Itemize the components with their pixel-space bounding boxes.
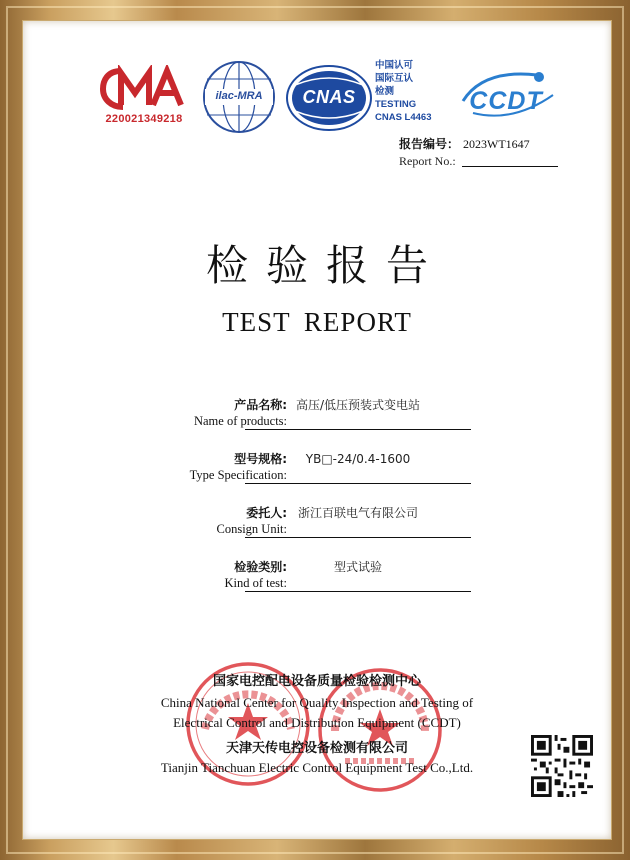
footer-org1-en-line1: China National Center for Quality Inspection and Testing of [160,695,474,710]
qr-code-icon [531,735,593,797]
field-value: 型式试验 [333,560,382,574]
cma-logo [99,65,189,129]
field-product-name [83,397,483,437]
field-type-specification [83,451,483,491]
title-chinese: 检验报告 [205,241,446,290]
field-underline [245,537,471,538]
report-number-label-en: Report No.: [399,154,456,168]
ccdt-text: CCDT [469,87,543,115]
report-number-label-cn: 报告编号： [399,137,460,151]
report-number [399,135,589,169]
field-underline [245,483,471,484]
cnas-line: CNAS L4463 [375,112,432,123]
field-value: 浙江百联电气有限公司 [297,506,418,520]
cnas-text: CNAS [302,87,356,107]
cnas-line: 中国认可 [375,60,414,71]
cma-number: 220021349218 [105,113,183,125]
field-consign-unit [83,505,483,545]
field-label-cn: 委托人: [246,506,287,520]
field-label-en: Consign Unit: [216,522,287,536]
ilac-mra-logo [201,59,277,135]
footer-org1-en-line2: Electrical Control and Distribution Equipment (CCDT) [173,715,461,730]
ccdt-logo [453,65,559,127]
cnas-line: 检测 [375,86,395,97]
field-value: YB□-24/0.4-1600 [305,452,411,466]
cnas-logo [285,63,373,133]
cnas-accreditation-text [375,59,465,124]
field-label-cn: 型号规格: [234,452,287,466]
field-value: 高压/低压预装式变电站 [295,398,421,412]
cnas-line: TESTING [375,99,417,110]
field-kind-of-test [83,559,483,599]
cnas-line: 国际互认 [375,73,414,84]
footer-org1-cn: 国家电控配电设备质量检验检测中心 [212,674,421,689]
title-english: TEST REPORT [222,307,412,337]
field-underline [245,429,471,430]
field-underline [245,591,471,592]
field-label-en: Type Specification: [189,468,287,482]
field-label-en: Name of products: [193,414,287,428]
footer-org2-en: Tianjin Tianchuan Electric Control Equipment Test Co.,Ltd. [160,760,474,775]
ilac-text: ilac-MRA [215,90,263,102]
report-number-value: 2023WT1647 [463,137,530,151]
field-label-cn: 检验类别: [234,560,287,574]
field-label-cn: 产品名称: [234,398,287,412]
report-number-underline [462,154,558,167]
cma-logo-icon [99,65,189,113]
footer-org2-cn: 天津天传电控设备检测有限公司 [225,741,408,756]
field-label-en: Kind of test: [224,576,287,590]
certificate-paper [22,20,612,840]
